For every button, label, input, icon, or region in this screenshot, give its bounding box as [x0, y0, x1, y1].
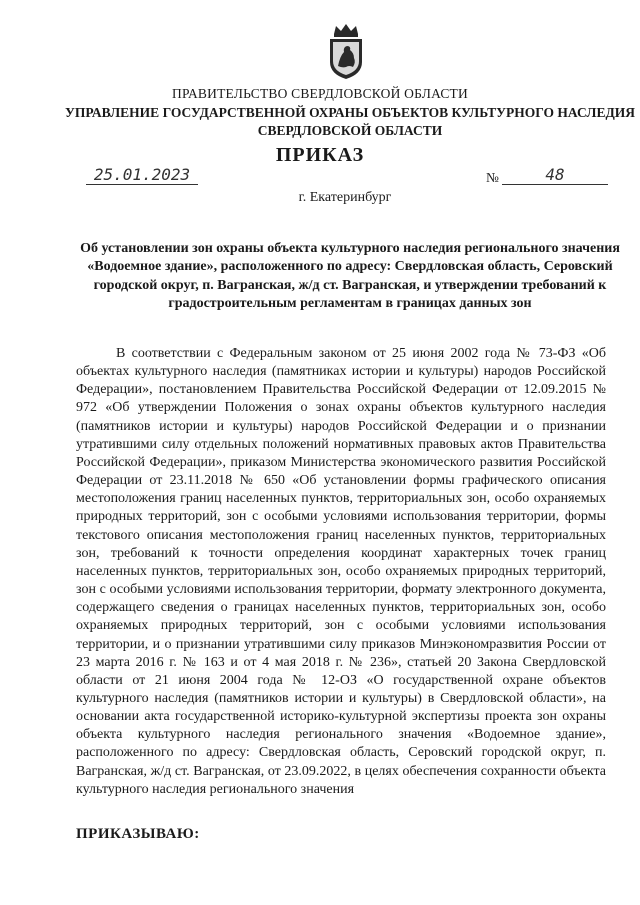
- department-name: УПРАВЛЕНИЕ ГОСУДАРСТВЕННОЙ ОХРАНЫ ОБЪЕКТОВ КУЛЬТУРНОГО НАСЛЕДИЯ СВЕРДЛОВСКОЙ ОБЛАСТИ: [64, 105, 636, 138]
- document-type-title: ПРИКАЗ: [275, 144, 365, 166]
- government-name: ПРАВИТЕЛЬСТВО СВЕРДЛОВСКОЙ ОБЛАСТИ: [172, 86, 468, 101]
- preamble-paragraph: В соответствии с Федеральным законом от 25 июня 2002 года № 73-ФЗ «Об объектах культурного наследия (памятниках истории и культуры) народов Российской Федерации», постановлением Правительства Российской Федерации от 12.09.2015 № 972 «Об утверждении Положения о зонах охраны объектов культурного наследия (памятников истории и культуры) народов Российской Федерации и о признании утратившими силу отдельных положений нормативных правовых актов Правительства Российской Федерации», приказом Министерства экономического развития Российской Федерации от 23.11.2018 № 650 «Об установлении формы графического описания местоположения границ населенных пунктов, территориальных зон, особо охраняемых природных территорий, зон с особыми условиями использования территории, формы текстового описания местоположения границ населенных пунктов, территориальных зон, требований к точности определения координат характерных точек границ населенных пунктов, территориальных зон, особо охраняемых природных территорий, зон с особыми условиями использования территории, формату электронного документа, содержащего сведения о границах населенных пунктов, территориальных зон, особо охраняемых природных территорий, зон с особыми условиями использования территории, и о признании утратившими силу приказов Минэкономразвития России от 23 марта 2016 г. № 163 и от 4 мая 2018 г. № 236», статьей 20 Закона Свердловской области от 21 июня 2004 года № 12-ОЗ «О государственной охране объектов культурного наследия (памятников истории и культуры) в Свердловской области», на основании акта государственной историко-культурной экспертизы проекта зон охраны объекта культурного наследия регионального значения «Водоемное здание», расположенного по адресу: Свердловская область, Серовский городской округ, п. Вагранская, ж/д ст. Вагранская, от 23.09.2022, в целях обеспечения сохранности объекта культурного наследия регионального значения: [76, 346, 606, 797]
- document-subject: Об установлении зон охраны объекта культурного наследия регионального значения «Водоемное здание», расположенного по адресу: Свердловская область, Серовский городской округ, п. Вагранская, ж/д ст. Вагранская, и утверждении требований к градостроительным регламентам в границах данных зон: [80, 241, 620, 312]
- coat-of-arms-icon: [326, 22, 366, 80]
- number-label: №: [486, 170, 499, 185]
- document-date: 25.01.2023: [86, 166, 198, 185]
- order-heading: ПРИКАЗЫВАЮ:: [76, 826, 200, 842]
- coat-of-arms-graphic: [326, 22, 366, 80]
- city-line: г. Екатеринбург: [298, 190, 392, 205]
- document-number: 48: [502, 166, 608, 185]
